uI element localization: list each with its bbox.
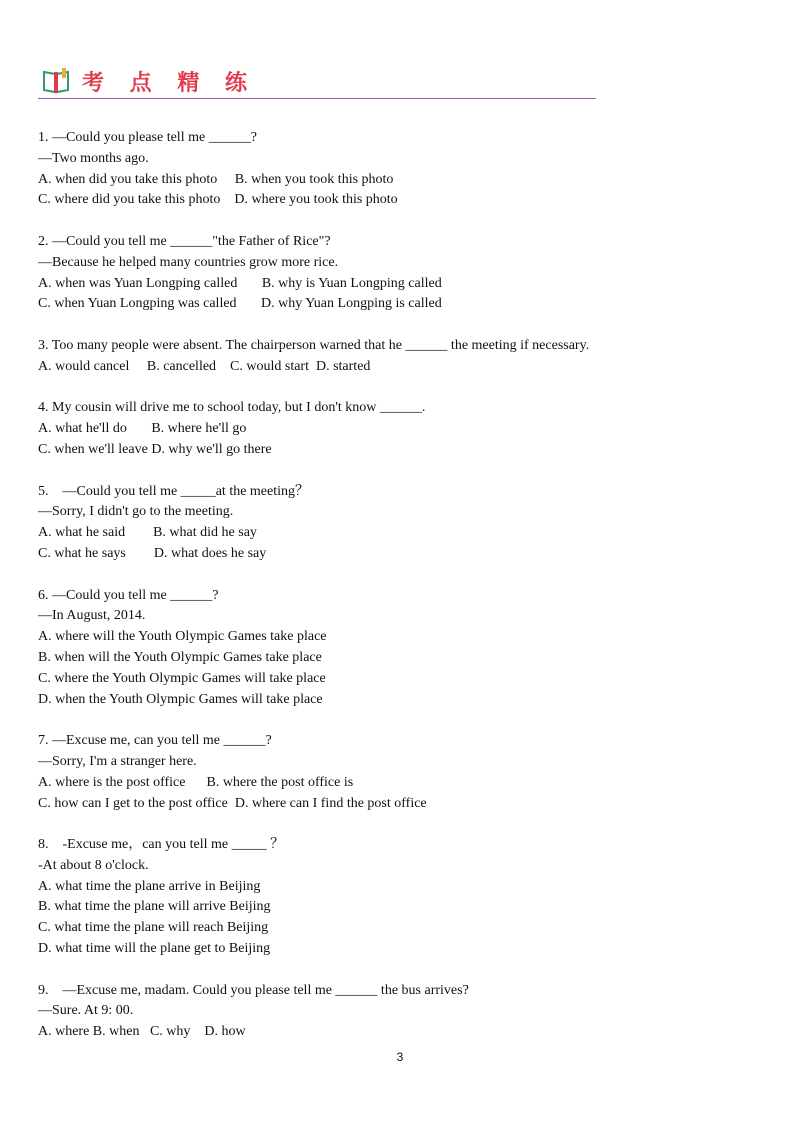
question-1 — [38, 128, 758, 211]
question-line: —Sorry, I didn't go to the meeting. — [38, 504, 234, 520]
question-line: C. where the Youth Olympic Games will take place — [38, 670, 326, 686]
question-line: A. what time the plane arrive in Beijing — [38, 878, 261, 894]
question-3 — [38, 336, 758, 378]
question-line: C. where did you take this photo D. where you took this photo — [38, 192, 398, 208]
question-line: C. when Yuan Longping was called D. why Yuan Longping is called — [38, 296, 442, 312]
question-stem: 1. —Could you please tell me ______? — [38, 130, 257, 145]
question-line: D. when the Youth Olympic Games will take place — [38, 691, 323, 707]
question-6 — [38, 586, 758, 711]
question-stem: 6. —Could you tell me ______? — [38, 587, 219, 603]
book-icon — [42, 68, 70, 94]
question-line: C. how can I get to the post office D. where can I find the post office — [38, 795, 427, 811]
question-stem: 4. My cousin will drive me to school today, but I don't know ______. — [38, 400, 426, 416]
question-line: —Sorry, I'm a stranger here. — [38, 753, 197, 769]
question-stem: 9. —Excuse me, madam. Could you please tell me ______ the bus arrives? — [38, 982, 469, 998]
question-line: —Two months ago. — [38, 150, 149, 166]
question-line: A. what he said B. what did he say — [38, 525, 257, 541]
question-4 — [38, 398, 758, 460]
section-header — [38, 64, 596, 102]
header-divider — [38, 98, 596, 99]
question-stem: 2. —Could you tell me ______"the Father of Rice"? — [38, 233, 331, 249]
question-line: -At about 8 o'clock. — [38, 857, 149, 873]
question-stem: 8. -Excuse me，can you tell me _____ ？ — [38, 837, 285, 853]
question-line: B. what time the plane will arrive Beijing — [38, 899, 271, 915]
question-line: B. when will the Youth Olympic Games take place — [38, 649, 322, 665]
question-stem: 7. —Excuse me, can you tell me ______? — [38, 733, 272, 749]
question-line: A. where will the Youth Olympic Games take place — [38, 629, 327, 645]
question-line: —In August, 2014. — [38, 608, 146, 624]
question-line: A. where B. when C. why D. how — [38, 1024, 246, 1040]
question-9 — [38, 981, 758, 1043]
question-line: —Because he helped many countries grow more rice. — [38, 254, 339, 270]
page-number: 3 — [396, 1050, 404, 1064]
question-stem: 3. Too many people were absent. The chairperson warned that he ______ the meeting if necessary. — [38, 337, 590, 353]
question-line: C. what he says D. what does he say — [38, 545, 267, 561]
question-line: A. would cancel B. cancelled C. would start D. started — [38, 358, 371, 374]
question-5 — [38, 482, 758, 565]
question-line: C. when we'll leave D. why we'll go there — [38, 441, 272, 457]
question-line: —Sure. At 9: 00. — [38, 1003, 134, 1019]
question-line: D. what time will the plane get to Beijing — [38, 941, 271, 957]
question-2 — [38, 232, 758, 315]
question-line: A. when did you take this photo B. when you took this photo — [38, 171, 394, 187]
question-line: A. when was Yuan Longping called B. why is Yuan Longping called — [38, 275, 442, 291]
question-line: A. where is the post office B. where the post office is — [38, 774, 354, 790]
question-8 — [38, 835, 758, 960]
question-7 — [38, 731, 758, 814]
question-line: A. what he'll do B. where he'll go — [38, 421, 247, 437]
question-line: C. what time the plane will reach Beijing — [38, 920, 269, 936]
question-stem: 5. —Could you tell me _____at the meeting？ — [38, 483, 310, 499]
question-list — [38, 128, 758, 1064]
section-title: 考 点 精 练 — [82, 71, 256, 96]
